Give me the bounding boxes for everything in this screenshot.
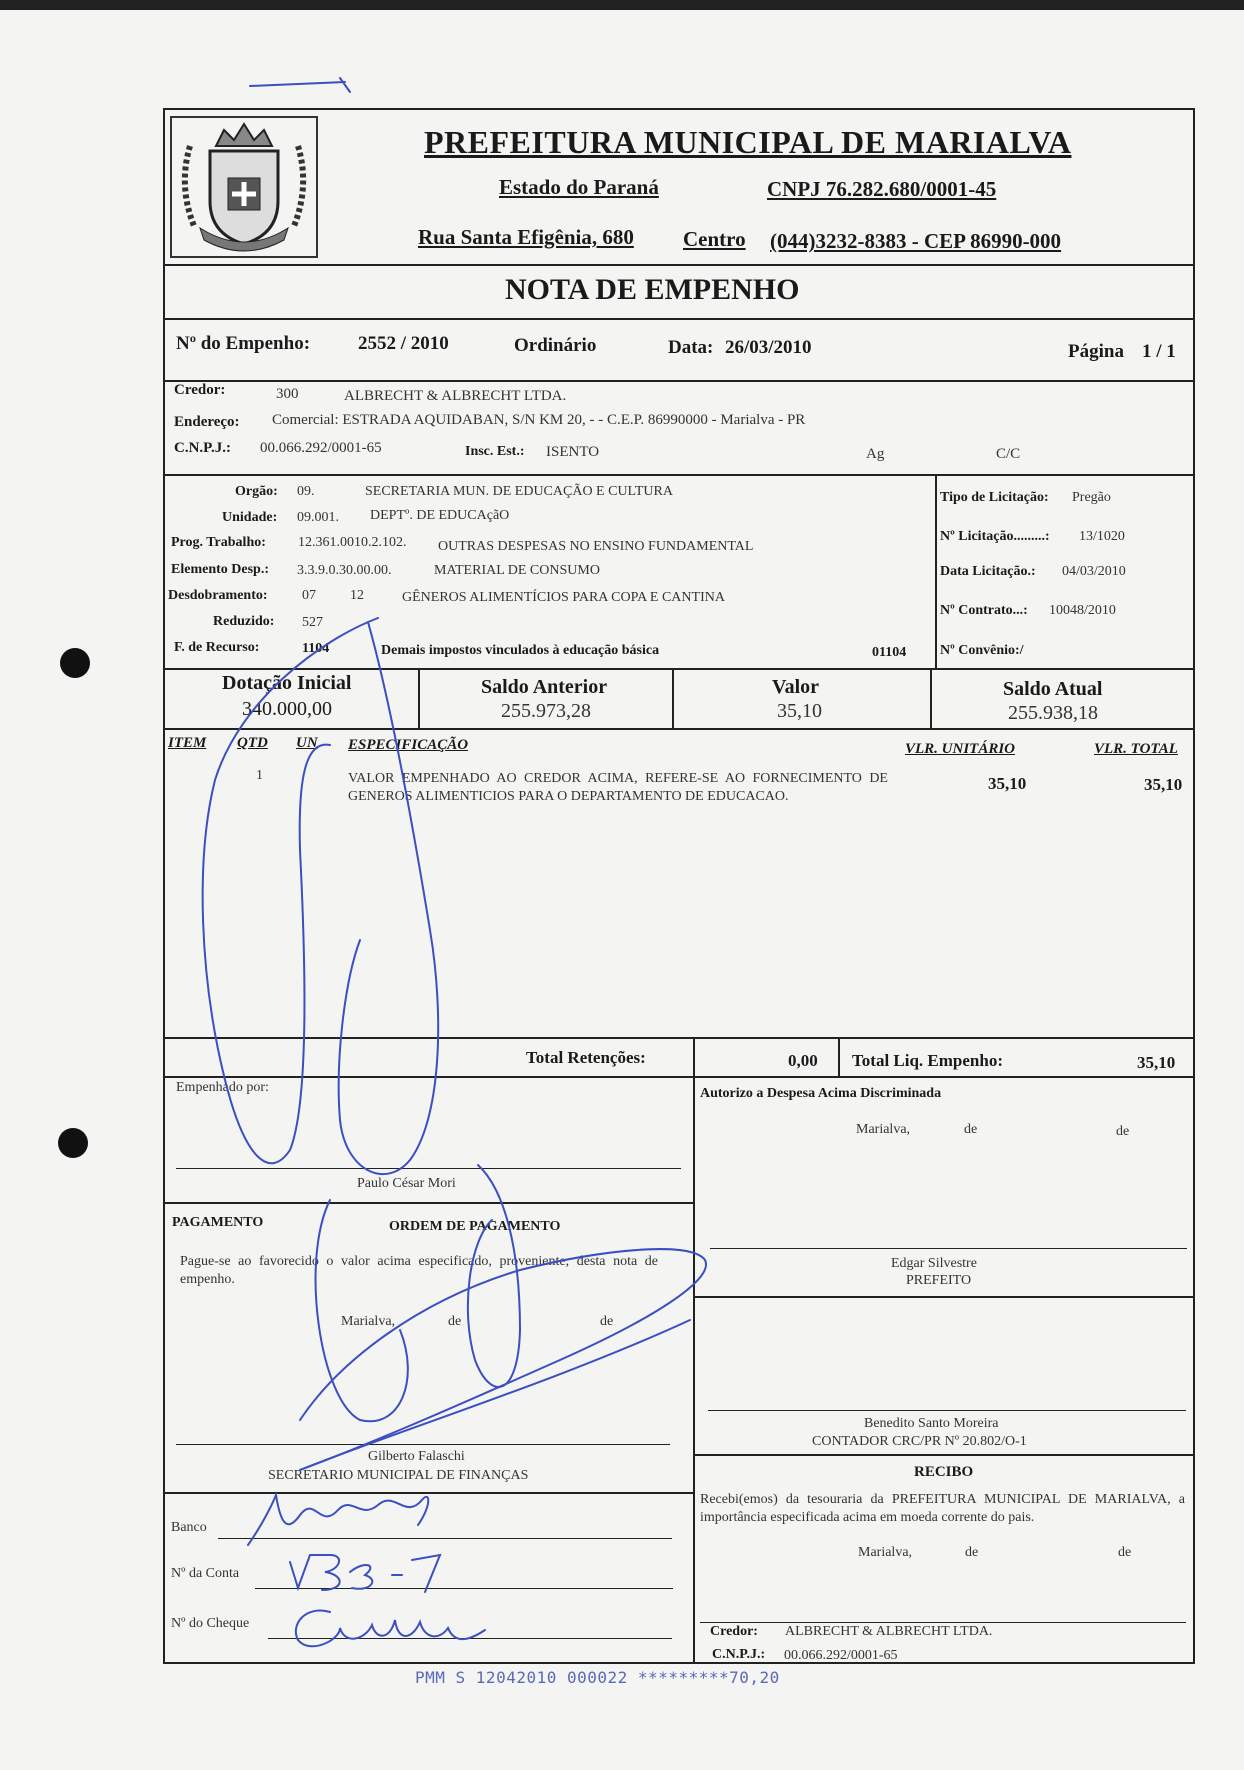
col-un: UN bbox=[296, 735, 318, 751]
orgao-code: 09. bbox=[297, 484, 315, 499]
col-qtd: QTD bbox=[237, 735, 268, 751]
pagamento-city: Marialva, bbox=[341, 1314, 396, 1329]
credor-cnpj: 00.066.292/0001-65 bbox=[260, 440, 382, 456]
city-cnpj: CNPJ 76.282.680/0001-45 bbox=[767, 177, 997, 201]
desdobramento-name: GÊNEROS ALIMENTÍCIOS PARA COPA E CANTINA bbox=[402, 590, 725, 605]
recibo-credor: ALBRECHT & ALBRECHT LTDA. bbox=[785, 1624, 993, 1639]
credor-code: 300 bbox=[276, 386, 299, 402]
credor-name: ALBRECHT & ALBRECHT LTDA. bbox=[344, 388, 567, 404]
reduzido-code: 527 bbox=[302, 615, 323, 630]
address-label: Endereço: bbox=[174, 414, 240, 430]
pagamento-label: PAGAMENTO bbox=[172, 1215, 264, 1230]
recibo-label: RECIBO bbox=[914, 1464, 974, 1480]
banco-label: Banco bbox=[171, 1520, 207, 1535]
secretary-name: Gilberto Falaschi bbox=[368, 1449, 465, 1464]
conta-label: Nº da Conta bbox=[171, 1566, 240, 1581]
recibo-city: Marialva, bbox=[858, 1545, 913, 1560]
desdobramento-a: 07 bbox=[302, 588, 316, 603]
total-liquido-value: 35,10 bbox=[1137, 1053, 1176, 1072]
state-name: Estado do Paraná bbox=[499, 175, 659, 199]
unidade-name: DEPTº. DE EDUCAçãO bbox=[370, 508, 510, 523]
scan-edge bbox=[0, 0, 1244, 10]
empenho-number-label: Nº do Empenho: bbox=[176, 333, 311, 354]
autorizo-de-2: de bbox=[1116, 1124, 1130, 1139]
item-total-value: 35,10 bbox=[1144, 775, 1183, 794]
contador-name: Benedito Santo Moreira bbox=[864, 1416, 999, 1431]
item-unit-value: 35,10 bbox=[988, 774, 1027, 793]
mayor-name: Edgar Silvestre bbox=[891, 1256, 977, 1271]
col-item: ITEM bbox=[168, 735, 207, 751]
licitacao-number: 13/1020 bbox=[1079, 529, 1125, 544]
desdobramento-label: Desdobramento: bbox=[168, 588, 268, 603]
page-number: 1 / 1 bbox=[1142, 341, 1176, 362]
total-liquido-label: Total Liq. Empenho: bbox=[852, 1051, 1003, 1070]
autorizo-city: Marialva, bbox=[856, 1122, 911, 1137]
elemento-code: 3.3.9.0.30.00.00. bbox=[297, 563, 392, 578]
recibo-cnpj: 00.066.292/0001-65 bbox=[784, 1648, 898, 1663]
saldo-anterior-value: 255.973,28 bbox=[501, 700, 591, 722]
autorizo-de-1: de bbox=[964, 1122, 978, 1137]
reduzido-label: Reduzido: bbox=[213, 614, 275, 629]
elemento-label: Elemento Desp.: bbox=[171, 562, 269, 577]
secretary-role: SECRETARIO MUNICIPAL DE FINANÇAS bbox=[268, 1468, 529, 1483]
prog-code: 12.361.0010.2.102. bbox=[298, 535, 407, 550]
punch-hole bbox=[58, 1128, 88, 1158]
recurso-label: F. de Recurso: bbox=[174, 640, 260, 655]
unidade-label: Unidade: bbox=[222, 510, 278, 525]
total-retencoes-value: 0,00 bbox=[788, 1051, 818, 1070]
licitacao-type-label: Tipo de Licitação: bbox=[940, 490, 1049, 505]
payment-stamp: PMM S 12042010 000022 *********70,20 bbox=[415, 1668, 780, 1687]
dotacao-value: 340.000,00 bbox=[242, 698, 332, 720]
pagamento-de-2: de bbox=[600, 1314, 614, 1329]
dotacao-label: Dotação Inicial bbox=[222, 672, 352, 694]
licitacao-date-label: Data Licitação.: bbox=[940, 564, 1036, 579]
desdobramento-b: 12 bbox=[350, 588, 364, 603]
cheque-label: Nº do Cheque bbox=[171, 1616, 250, 1631]
item-qty: 1 bbox=[256, 768, 263, 783]
pagamento-de-1: de bbox=[448, 1314, 462, 1329]
empenho-number: 2552 / 2010 bbox=[358, 333, 449, 354]
cnpj-label: C.N.P.J.: bbox=[174, 440, 231, 456]
col-total-value: VLR. TOTAL bbox=[1094, 741, 1178, 757]
empenhado-label: Empenhado por: bbox=[176, 1080, 269, 1095]
autorizo-label: Autorizo a Despesa Acima Discriminada bbox=[700, 1086, 942, 1101]
recibo-de-1: de bbox=[965, 1545, 979, 1560]
saldo-atual-value: 255.938,18 bbox=[1008, 702, 1098, 724]
street-address: Rua Santa Efigênia, 680 bbox=[418, 225, 634, 249]
punch-hole bbox=[60, 648, 90, 678]
elemento-name: MATERIAL DE CONSUMO bbox=[434, 563, 600, 578]
document-title: NOTA DE EMPENHO bbox=[505, 273, 800, 306]
empenho-date: 26/03/2010 bbox=[725, 337, 812, 358]
recurso-name: Demais impostos vinculados à educação básica bbox=[381, 643, 660, 658]
empenho-type: Ordinário bbox=[514, 335, 597, 356]
recibo-text: Recebi(emos) da tesouraria da PREFEITURA MUNICIPAL DE MARIALVA, a importância especificada acima em moeda corrente do pais. bbox=[700, 1492, 1185, 1525]
contador-role: CONTADOR CRC/PR Nº 20.802/O-1 bbox=[812, 1434, 1027, 1449]
item-spec: VALOR EMPENHADO AO CREDOR ACIMA, REFERE-SE AO FORNECIMENTO DE GENEROS ALIMENTICIOS PARA O DEPARTAMENTO DE EDUCACAO. bbox=[348, 771, 888, 804]
recurso-code: 1104 bbox=[302, 641, 330, 656]
recibo-de-2: de bbox=[1118, 1545, 1132, 1560]
licitacao-type: Pregão bbox=[1072, 490, 1111, 505]
recibo-cnpj-label: C.N.P.J.: bbox=[712, 1647, 766, 1662]
orgao-label: Orgão: bbox=[235, 484, 278, 499]
credor-address: Comercial: ESTRADA AQUIDABAN, S/N KM 20, - - C.E.P. 86990000 - Marialva - PR bbox=[272, 412, 806, 428]
unidade-code: 09.001. bbox=[297, 510, 339, 525]
mayor-role: PREFEITO bbox=[906, 1273, 972, 1288]
agency-label: Ag bbox=[866, 446, 885, 462]
credor-label: Credor: bbox=[174, 382, 226, 398]
col-spec: ESPECIFICAÇÃO bbox=[348, 737, 469, 753]
licitacao-date: 04/03/2010 bbox=[1062, 564, 1126, 579]
district: Centro bbox=[683, 227, 746, 251]
saldo-atual-label: Saldo Atual bbox=[1003, 678, 1103, 700]
insc-value: ISENTO bbox=[546, 444, 600, 460]
saldo-anterior-label: Saldo Anterior bbox=[481, 676, 608, 698]
recibo-credor-label: Credor: bbox=[710, 1624, 758, 1639]
pagamento-text: Pague-se ao favorecido o valor acima especificado, proveniente, desta nota de empenho. bbox=[180, 1254, 658, 1287]
contrato-label: Nº Contrato...: bbox=[940, 603, 1028, 618]
empenhado-name: Paulo César Mori bbox=[357, 1176, 456, 1191]
ordem-pagamento-label: ORDEM DE PAGAMENTO bbox=[389, 1219, 561, 1234]
licitacao-number-label: Nº Licitação.........: bbox=[940, 529, 1050, 544]
orgao-name: SECRETARIA MUN. DE EDUCAÇÃO E CULTURA bbox=[365, 484, 673, 499]
date-label: Data: bbox=[668, 337, 714, 358]
convenio-label: Nº Convênio:/ bbox=[940, 643, 1024, 658]
recurso-code-2: 01104 bbox=[872, 645, 907, 660]
total-retencoes-label: Total Retenções: bbox=[526, 1048, 646, 1067]
contrato-number: 10048/2010 bbox=[1049, 603, 1116, 618]
prog-label: Prog. Trabalho: bbox=[171, 535, 266, 550]
prog-name: OUTRAS DESPESAS NO ENSINO FUNDAMENTAL bbox=[438, 539, 754, 554]
page-title: PREFEITURA MUNICIPAL DE MARIALVA bbox=[424, 124, 1072, 160]
valor-label: Valor bbox=[772, 676, 820, 698]
valor-value: 35,10 bbox=[777, 700, 822, 722]
page-label: Página bbox=[1068, 341, 1124, 362]
account-cc-label: C/C bbox=[996, 446, 1021, 462]
phone-cep: (044)3232-8383 - CEP 86990-000 bbox=[770, 229, 1062, 253]
insc-label: Insc. Est.: bbox=[465, 444, 525, 459]
col-unit-value: VLR. UNITÁRIO bbox=[905, 741, 1016, 757]
